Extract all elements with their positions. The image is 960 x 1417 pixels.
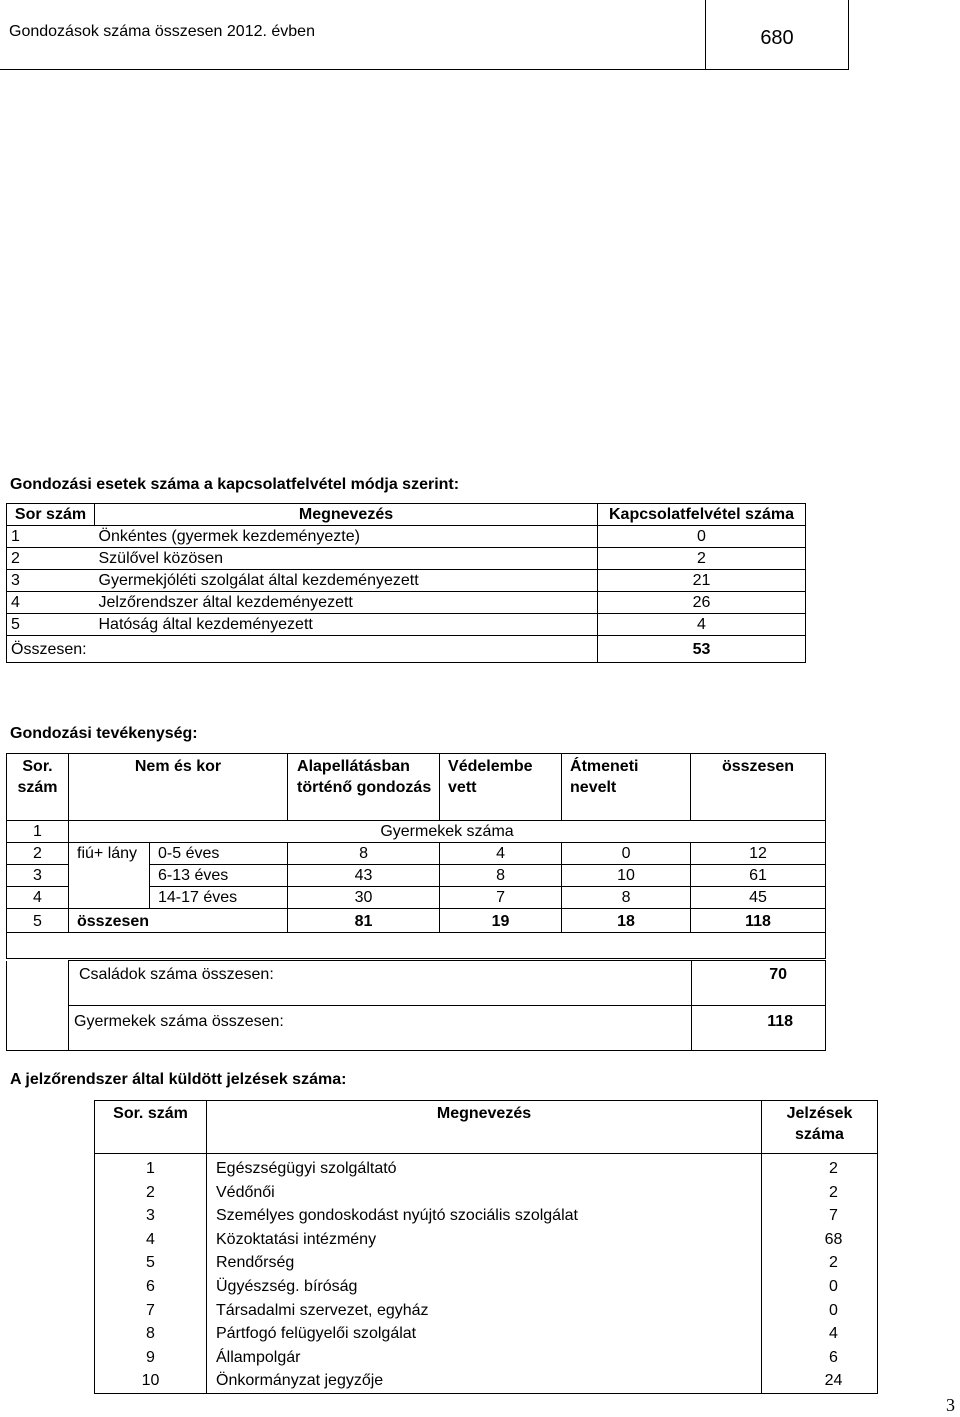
table-row (95, 1154, 878, 1181)
row-basic: 30 (288, 887, 440, 909)
signals-header-count: Jelzések száma (762, 1101, 878, 1154)
summary-value: 680 (706, 0, 849, 69)
row-num: 5 (95, 1251, 207, 1275)
summary-label: Gondozások száma összesen 2012. évben (0, 0, 706, 69)
care-gender-label: fiú+ lány (69, 843, 150, 909)
care-title: Gondozási tevékenység: (10, 725, 198, 742)
row-name: Személyes gondoskodást nyújtó szociális szolgálat (207, 1204, 762, 1228)
care-header-gender-age: Nem és kor (69, 754, 288, 821)
row-num: 2 (95, 1181, 207, 1205)
table-row (95, 1228, 878, 1252)
row-value: 2 (762, 1154, 878, 1181)
row-num: 1 (95, 1154, 207, 1181)
row-name: Hatóság által kezdeményezett (95, 614, 598, 636)
care-table (6, 753, 826, 959)
table-row (95, 1251, 878, 1275)
row-name: Önkéntes (gyermek kezdeményezte) (95, 526, 598, 548)
row-age: 6-13 éves (150, 865, 288, 887)
table-row (95, 1369, 878, 1393)
row-value: 68 (762, 1228, 878, 1252)
contact-total-value: 53 (598, 636, 806, 663)
row-num: 1 (7, 821, 69, 843)
row-name: Ügyészség. bíróság (207, 1275, 762, 1299)
row-value: 0 (762, 1275, 878, 1299)
signals-header-name: Megnevezés (207, 1101, 762, 1154)
row-name: Önkormányzat jegyzője (207, 1369, 762, 1393)
row-age: 14-17 éves (150, 887, 288, 909)
row-temporary: 8 (562, 887, 691, 909)
row-name: Pártfogó felügyelői szolgálat (207, 1322, 762, 1346)
row-name: Rendőrség (207, 1251, 762, 1275)
row-basic: 43 (288, 865, 440, 887)
row-value: 4 (598, 614, 806, 636)
table-row (7, 821, 826, 843)
care-total-basic: 81 (288, 909, 440, 933)
care-header-num: Sor. szám (7, 754, 69, 821)
row-num: 2 (7, 843, 69, 865)
contact-table (6, 503, 806, 663)
signals-header-num: Sor. szám (95, 1101, 207, 1154)
care-header-total: összesen (691, 754, 826, 821)
children-label: Gyermekek száma összesen: (69, 1006, 692, 1051)
row-name: Egészségügyi szolgáltató (207, 1154, 762, 1181)
row-protected: 7 (440, 887, 562, 909)
care-header-protected: Védelembe vett (440, 754, 562, 821)
totals-blank (7, 961, 69, 1051)
table-row (7, 614, 806, 636)
row-temporary: 10 (562, 865, 691, 887)
row-value: 6 (762, 1346, 878, 1370)
contact-header-name: Megnevezés (95, 504, 598, 526)
row-name: Gyermekjóléti szolgálat által kezdeményezett (95, 570, 598, 592)
table-row (7, 592, 806, 614)
row-name: Szülővel közösen (95, 548, 598, 570)
spacer-row (7, 933, 826, 959)
row-name: Állampolgár (207, 1346, 762, 1370)
table-row (7, 843, 826, 865)
care-header-temporary: Átmeneti nevelt (562, 754, 691, 821)
contact-title: Gondozási esetek száma a kapcsolatfelvétel módja szerint: (10, 476, 460, 493)
row-value: 21 (598, 570, 806, 592)
row-num: 10 (95, 1369, 207, 1393)
row-name: Társadalmi szervezet, egyház (207, 1299, 762, 1323)
care-header-basic: Alapellátásban történő gondozás (288, 754, 440, 821)
row-total: 61 (691, 865, 826, 887)
row-value: 2 (762, 1181, 878, 1205)
row-num: 2 (7, 548, 95, 570)
row-basic: 8 (288, 843, 440, 865)
care-total-row (7, 909, 826, 933)
care-total-temporary: 18 (562, 909, 691, 933)
row-total: 45 (691, 887, 826, 909)
row-num: 3 (7, 570, 95, 592)
row-value: 2 (762, 1251, 878, 1275)
row-num: 6 (95, 1275, 207, 1299)
table-row (7, 526, 806, 548)
table-row (7, 570, 806, 592)
care-total-sum: 118 (691, 909, 826, 933)
table-row (95, 1299, 878, 1323)
families-label: Családok száma összesen: (69, 961, 692, 1006)
row-total: 12 (691, 843, 826, 865)
row-num: 1 (7, 526, 95, 548)
summary-table (0, 0, 849, 70)
row-name: Közoktatási intézmény (207, 1228, 762, 1252)
contact-total-label: Összesen: (7, 636, 598, 663)
row-value: 0 (762, 1299, 878, 1323)
row-num: 3 (95, 1204, 207, 1228)
families-value: 70 (692, 961, 826, 1006)
table-row (95, 1346, 878, 1370)
row-value: 2 (598, 548, 806, 570)
row-age: 0-5 éves (150, 843, 288, 865)
row-value: 4 (762, 1322, 878, 1346)
row-num: 8 (95, 1322, 207, 1346)
table-row (7, 548, 806, 570)
care-total-protected: 19 (440, 909, 562, 933)
row-value: 7 (762, 1204, 878, 1228)
row-num: 7 (95, 1299, 207, 1323)
row-protected: 4 (440, 843, 562, 865)
row-value: 24 (762, 1369, 878, 1393)
children-value: 118 (692, 1006, 826, 1051)
signals-title: A jelzőrendszer által küldött jelzések száma: (10, 1071, 347, 1088)
row-num: 5 (7, 909, 69, 933)
row-name: Védőnői (207, 1181, 762, 1205)
row-temporary: 0 (562, 843, 691, 865)
row-num: 4 (7, 592, 95, 614)
care-children-label: Gyermekek száma (69, 821, 826, 843)
table-row (95, 1204, 878, 1228)
row-num: 5 (7, 614, 95, 636)
table-row (95, 1275, 878, 1299)
contact-total-row (7, 636, 806, 663)
contact-header-count: Kapcsolatfelvétel száma (598, 504, 806, 526)
page-number: 3 (946, 1395, 955, 1415)
table-row (95, 1181, 878, 1205)
contact-header-num: Sor szám (7, 504, 95, 526)
row-num: 4 (95, 1228, 207, 1252)
row-value: 0 (598, 526, 806, 548)
signals-table (94, 1100, 878, 1394)
row-name: Jelzőrendszer által kezdeményezett (95, 592, 598, 614)
row-num: 3 (7, 865, 69, 887)
care-total-label: összesen (69, 909, 288, 933)
row-value: 26 (598, 592, 806, 614)
table-row (95, 1322, 878, 1346)
totals-table (6, 960, 826, 1051)
row-num: 4 (7, 887, 69, 909)
row-num: 9 (95, 1346, 207, 1370)
row-protected: 8 (440, 865, 562, 887)
